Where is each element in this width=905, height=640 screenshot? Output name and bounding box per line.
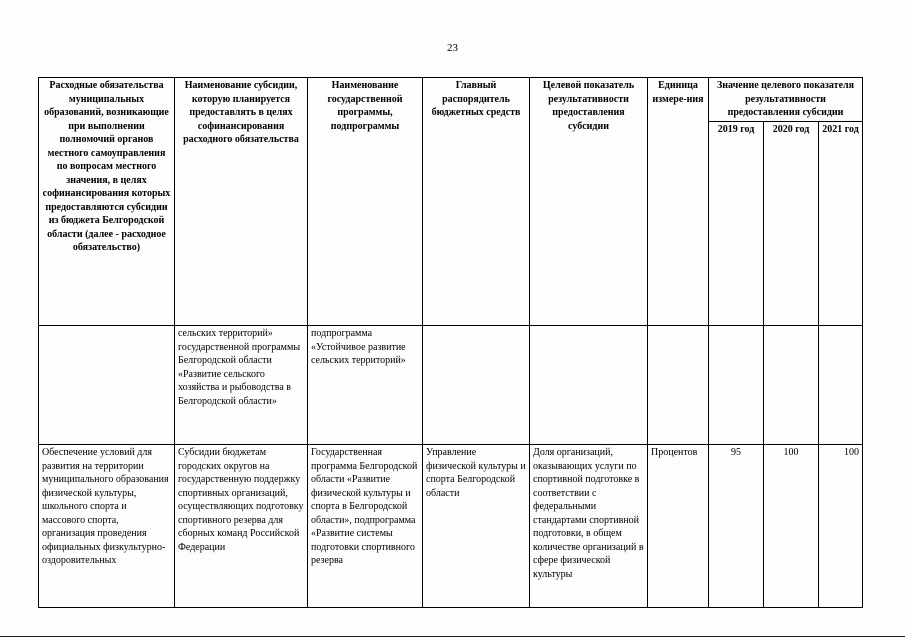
header-indicator: Целевой показатель результативности предоставления субсидии (530, 78, 648, 326)
header-subsidy-name: Наименование субсидии, которую планируется предоставлять в целях софинансирования расходного обязательства (175, 78, 308, 326)
cell-2019: 95 (709, 445, 764, 608)
header-year-2021: 2021 год (819, 121, 863, 326)
cell-obligation: Обеспечение условий для развития на территории муниципального образования физической культуры, школьного спорта и массового спорта, организация проведения официальных физкультурно-оздоровительных (39, 445, 175, 608)
cell-2020 (764, 326, 819, 445)
cell-program: Государственная программа Белгородской области «Развитие физической культуры и спорта в Белгородской области», подпрограмма «Развитие системы подготовки спортивного резерва (308, 445, 423, 608)
page-edge-line (0, 636, 905, 637)
header-year-2020: 2020 год (764, 121, 819, 326)
table-row (39, 445, 863, 608)
cell-unit: Процентов (648, 445, 709, 608)
cell-2021: 100 (819, 445, 863, 608)
header-unit: Единица измере-ния (648, 78, 709, 326)
cell-2019 (709, 326, 764, 445)
cell-2020: 100 (764, 445, 819, 608)
header-obligations: Расходные обязательства муниципальных образований, возникающие при выполнении полномочий органов местного самоуправления по вопросам местного значения, в целях софинансирования которых предоставляются субсидии из бюджета Белгородской области (далее - расходное обязательство) (39, 78, 175, 326)
cell-subsidy: сельских территорий» государственной программы Белгородской области «Развитие сельского хозяйства и рыбоводства в Белгородской области» (175, 326, 308, 445)
header-indicator-value: Значение целевого показателя результативности предоставления субсидии (709, 78, 863, 122)
page-number: 23 (447, 42, 458, 54)
cell-manager: Управление физической культуры и спорта Белгородской области (423, 445, 530, 608)
subsidy-table (38, 77, 863, 608)
table-row (39, 326, 863, 445)
cell-program: подпрограмма «Устойчивое развитие сельских территорий» (308, 326, 423, 445)
header-year-2019: 2019 год (709, 121, 764, 326)
cell-obligation (39, 326, 175, 445)
cell-2021 (819, 326, 863, 445)
header-manager: Главный распорядитель бюджетных средств (423, 78, 530, 326)
cell-subsidy: Субсидии бюджетам городских округов на государственную поддержку спортивных организаций, осуществляющих подготовку спортивного резерва для сборных команд Российской Федерации (175, 445, 308, 608)
header-row (39, 78, 863, 122)
cell-manager (423, 326, 530, 445)
cell-indicator (530, 326, 648, 445)
cell-unit (648, 326, 709, 445)
header-program: Наименование государственной программы, подпрограммы (308, 78, 423, 326)
cell-indicator: Доля организаций, оказывающих услуги по спортивной подготовке в соответствии с федеральными стандартами спортивной подготовки, в общем количестве организаций в сфере физической культуры (530, 445, 648, 608)
